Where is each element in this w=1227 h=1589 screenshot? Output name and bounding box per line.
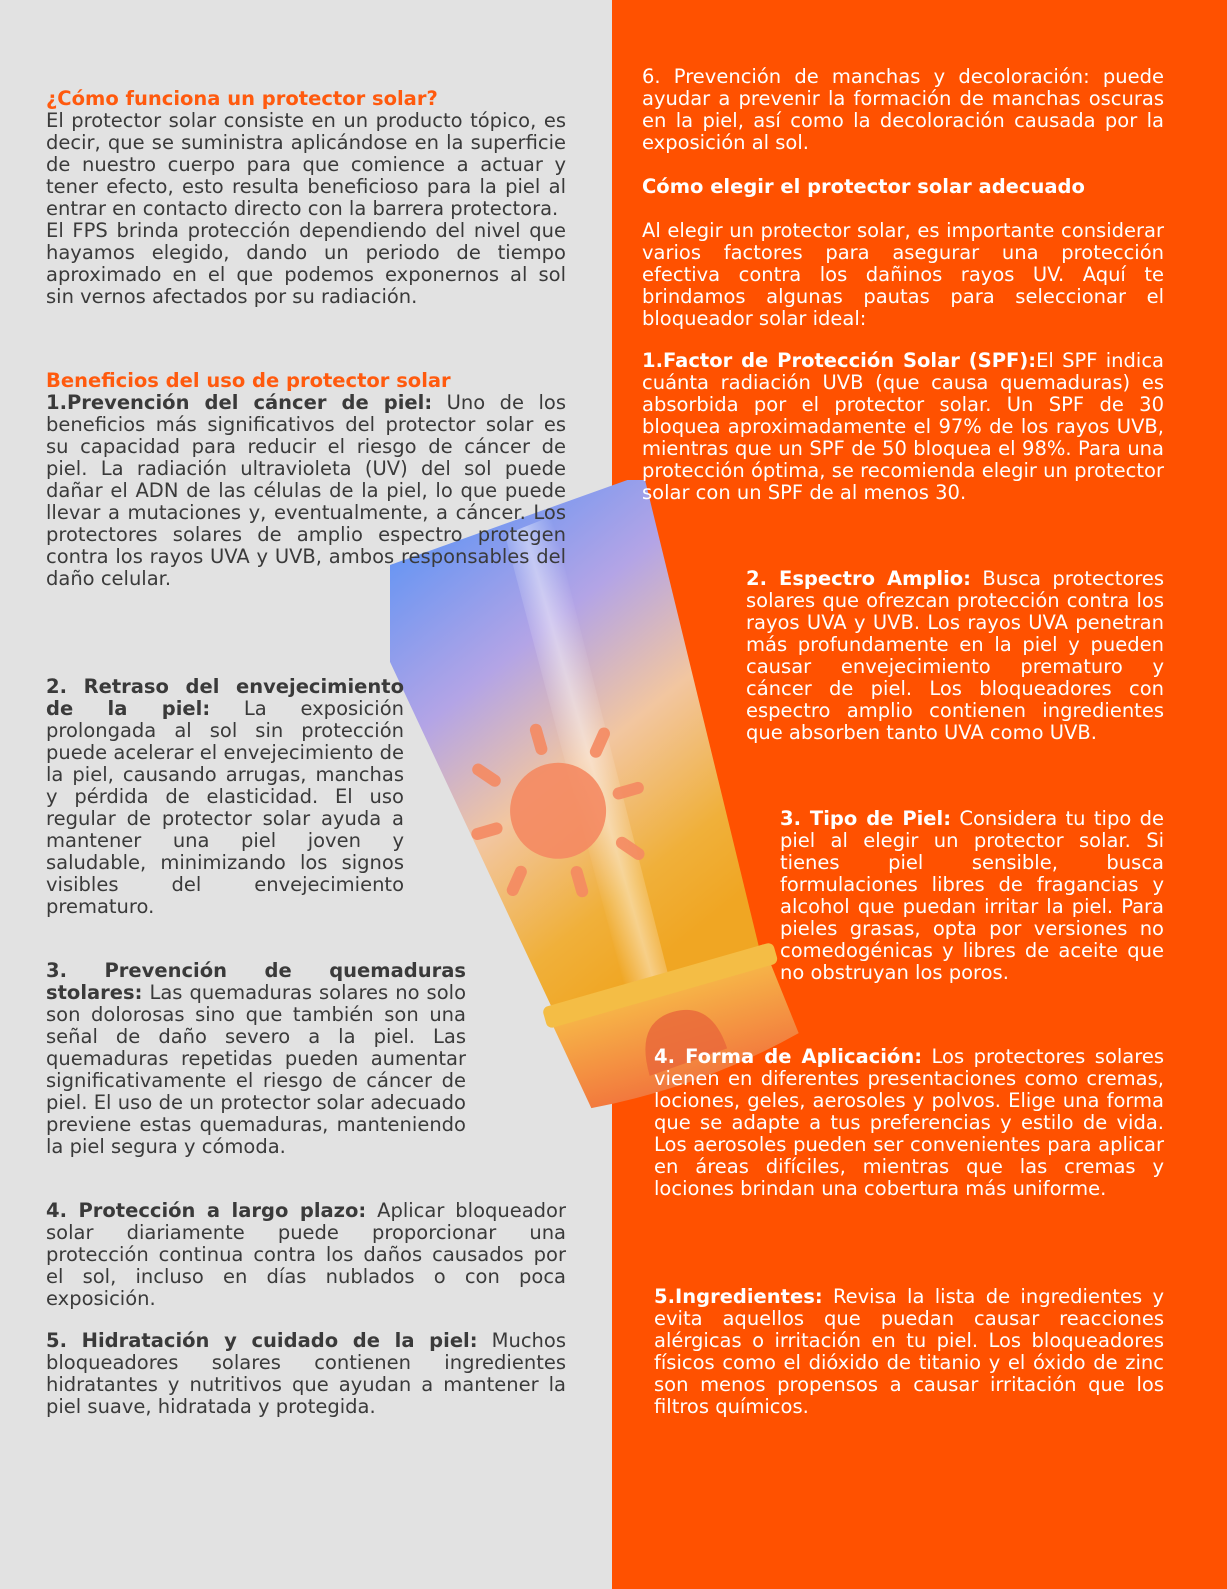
benefit-2-text: La exposición prolongada al sol sin protección puede acelerar el envejecimiento de la piel, causando arrugas, manchas y pérdida de elasticidad. El uso regular de protector solar ayuda a mantener una piel joven y saludable, minimizando los signos visibles del envejecimiento prematuro.: [46, 697, 404, 918]
criterion-5: [654, 1286, 1164, 1418]
benefit-6: 6. Prevención de manchas y decoloración: puede ayudar a prevenir la formación de manchas oscuras en la piel, así como la decoloración causada por la exposición al sol.: [642, 65, 1164, 154]
benefit-5-text: Muchos bloqueadores solares contienen ingredientes hidratantes y nutritivos que ayudan a mantener la piel suave, hidratada y protegida.: [46, 1329, 566, 1418]
benefit-1-title: 1.Prevención del cáncer de piel:: [46, 391, 433, 414]
benefit-3-text: Las quemaduras solares no solo son dolorosas sino que también son una señal de daño severo a la piel. Las quemaduras repetidas pueden aumentar significativamente el riesgo de cáncer de piel. El uso de un protector solar adecuado previene estas quemaduras, manteniendo la piel segura y cómoda.: [46, 981, 466, 1158]
benefit-2-title: 2. Retraso del envejecimiento de la piel:: [46, 675, 404, 720]
criterion-3-text: Considera tu tipo de piel al elegir un protector solar. Si tienes piel sensible, busca formulaciones libres de fragancias y alcohol que puedan irritar la piel. Para pieles grasas, opta por versiones no comedogénicas y libres de aceite que no obstruyan los poros.: [780, 807, 1164, 984]
benefit-2: [46, 676, 404, 918]
choose-intro: Al elegir un protector solar, es importante considerar varios factores para asegurar una protección efectiva contra los dañinos rayos UV. Aquí te brindamos algunas pautas para seleccionar el bloqueador solar ideal:: [642, 219, 1164, 330]
benefit-4-title: 4. Protección a largo plazo:: [46, 1199, 367, 1222]
how-it-works-title: ¿Cómo funciona un protector solar?: [46, 87, 438, 110]
how-it-works-paragraph-2: El FPS brinda protección dependiendo del nivel que hayamos elegido, dando un periodo de tiempo aproximado en el que podemos exponernos al sol sin vernos afectados por su radiación.: [46, 219, 566, 308]
how-it-works-paragraph-1: El protector solar consiste en un producto tópico, es decir, que se suministra aplicándose en la superficie de nuestro cuerpo para que comience a actuar y tener efecto, esto resulta beneficioso para la piel al entrar en contacto directo con la barrera protectora.: [46, 109, 566, 220]
criterion-1-title: 1.Factor de Protección Solar (SPF):: [642, 349, 1037, 372]
criterion-2-text: Busca protectores solares que ofrezcan protección contra los rayos UVA y UVB. Los rayos UVA penetran más profundamente en la piel y pueden causar envejecimiento prematuro y cáncer de piel. Los bloqueadores con espectro amplio contienen ingredientes que absorben tanto UVA como UVB.: [746, 567, 1164, 744]
benefit-1-text: Uno de los beneficios más significativos del protector solar es su capacidad para reducir el riesgo de cáncer de piel. La radiación ultravioleta (UV) del sol puede dañar el ADN de las células de la piel, lo que puede llevar a mutaciones y, eventualmente, a cáncer. Los protectores solares de amplio espectro protegen contra los rayos UVA y UVB, ambos responsables del daño celular.: [46, 391, 566, 590]
choose-title: Cómo elegir el protector solar adecuado: [642, 175, 1085, 198]
criterion-5-title: 5.Ingredientes:: [654, 1285, 823, 1308]
criterion-2: [746, 568, 1164, 744]
benefit-5-title: 5. Hidratación y cuidado de la piel:: [46, 1329, 478, 1352]
criterion-4: [654, 1046, 1164, 1200]
criterion-4-text: Los protectores solares vienen en diferentes presentaciones como cremas, lociones, geles, aerosoles y polvos. Elige una forma que se adapte a tus preferencias y estilo de vida. Los aerosoles pueden ser convenientes para aplicar en áreas difíciles, mientras que las cremas y lociones brindan una cobertura más uniforme.: [654, 1045, 1164, 1200]
benefit-3-title: 3. Prevención de quemaduras stolares:: [46, 959, 466, 1004]
criterion-1: [642, 350, 1164, 504]
benefit-4: [46, 1200, 566, 1310]
benefit-1: [46, 392, 566, 590]
benefit-4-text: Aplicar bloqueador solar diariamente puede proporcionar una protección continua contra los daños causados por el sol, incluso en días nublados o con poca exposición.: [46, 1199, 567, 1310]
criterion-1-text: El SPF indica cuánta radiación UVB (que causa quemaduras) es absorbida por el protector solar. Un SPF de 30 bloquea aproximadamente el 97% de los rayos UVB, mientras que un SPF de 50 bloquea el 98%. Para una protección óptima, se recomienda elegir un protector solar con un SPF de al menos 30.: [642, 349, 1164, 504]
criterion-3: [780, 808, 1164, 984]
criterion-4-title: 4. Forma de Aplicación:: [654, 1045, 922, 1068]
benefit-3: [46, 960, 466, 1158]
criterion-5-text: Revisa la lista de ingredientes y evita aquellos que puedan causar reacciones alérgicas o irritación en tu piel. Los bloqueadores físicos como el dióxido de titanio y el óxido de zinc son menos propensos a causar irritación que los filtros químicos.: [654, 1285, 1164, 1418]
criterion-2-title: 2. Espectro Amplio:: [746, 567, 971, 590]
benefits-title: Beneficios del uso de protector solar: [46, 369, 451, 392]
benefit-5: [46, 1330, 566, 1418]
criterion-3-title: 3. Tipo de Piel:: [780, 807, 952, 830]
